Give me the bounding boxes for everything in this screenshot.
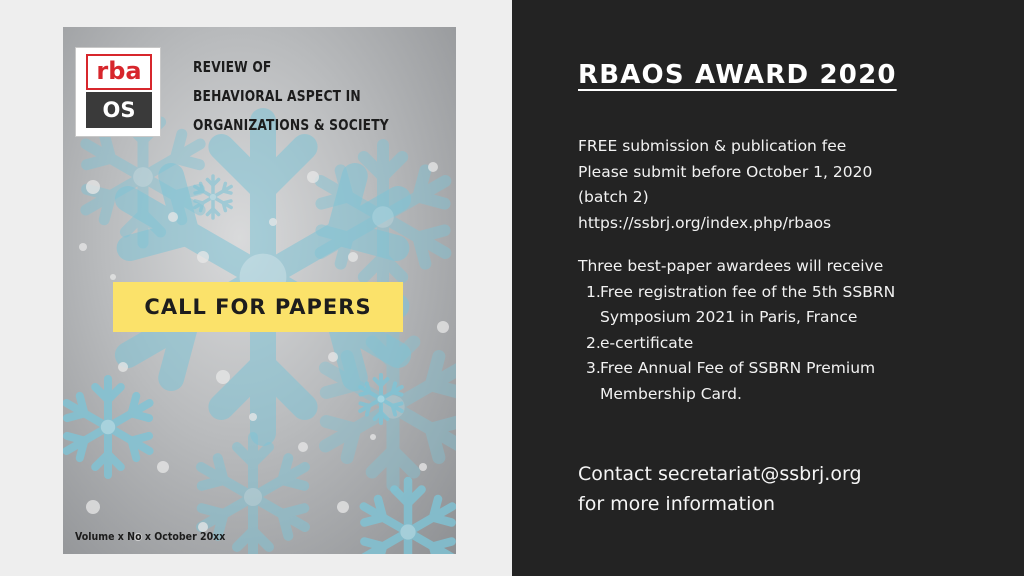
contact-note: for more information [578,493,776,515]
logo-bottom-text: OS [86,92,152,128]
journal-title-line: ORGANIZATIONS & SOCIETY [193,116,389,134]
journal-title-line: BEHAVIORAL ASPECT IN [193,87,361,105]
list-item-number: 1. [586,282,601,301]
list-item-text: e-certificate [600,333,694,352]
call-for-papers-banner: CALL FOR PAPERS [113,282,403,332]
deadline-info: Please submit before October 1, 2020 [578,162,873,181]
list-item-number: 2. [586,333,601,352]
journal-logo [75,47,161,137]
benefits-intro: Three best-paper awardees will receive [578,257,884,275]
list-item [578,280,998,331]
batch-info: (batch 2) [578,188,649,206]
list-item [578,356,998,407]
journal-title-line: REVIEW OF [193,58,272,76]
contact-email[interactable]: Contact secretariat@ssbrj.org [578,463,862,485]
list-item-text: Symposium 2021 in Paris, France [600,308,858,326]
fee-info: FREE submission & publication fee [578,137,847,155]
volume-info: Volume x No x October 20xx [75,531,226,543]
submission-url[interactable]: https://ssbrj.org/index.php/rbaos [578,213,832,232]
submission-info [578,134,998,236]
contact-info [578,459,998,519]
journal-title [193,53,413,140]
list-item-text: Free Annual Fee of SSBRN Premium [600,359,876,377]
list-item-text: Membership Card. [600,384,742,403]
award-details-panel [512,0,1024,576]
award-title: RBAOS AWARD 2020 [578,60,897,90]
benefits-list [578,280,998,408]
list-item-text: Free registration fee of the 5th SSBRN [600,282,896,301]
benefits-section [578,254,998,407]
logo-top-text: rba [86,54,152,90]
list-item [578,331,998,357]
journal-cover [63,27,456,554]
list-item-number: 3. [586,359,601,377]
